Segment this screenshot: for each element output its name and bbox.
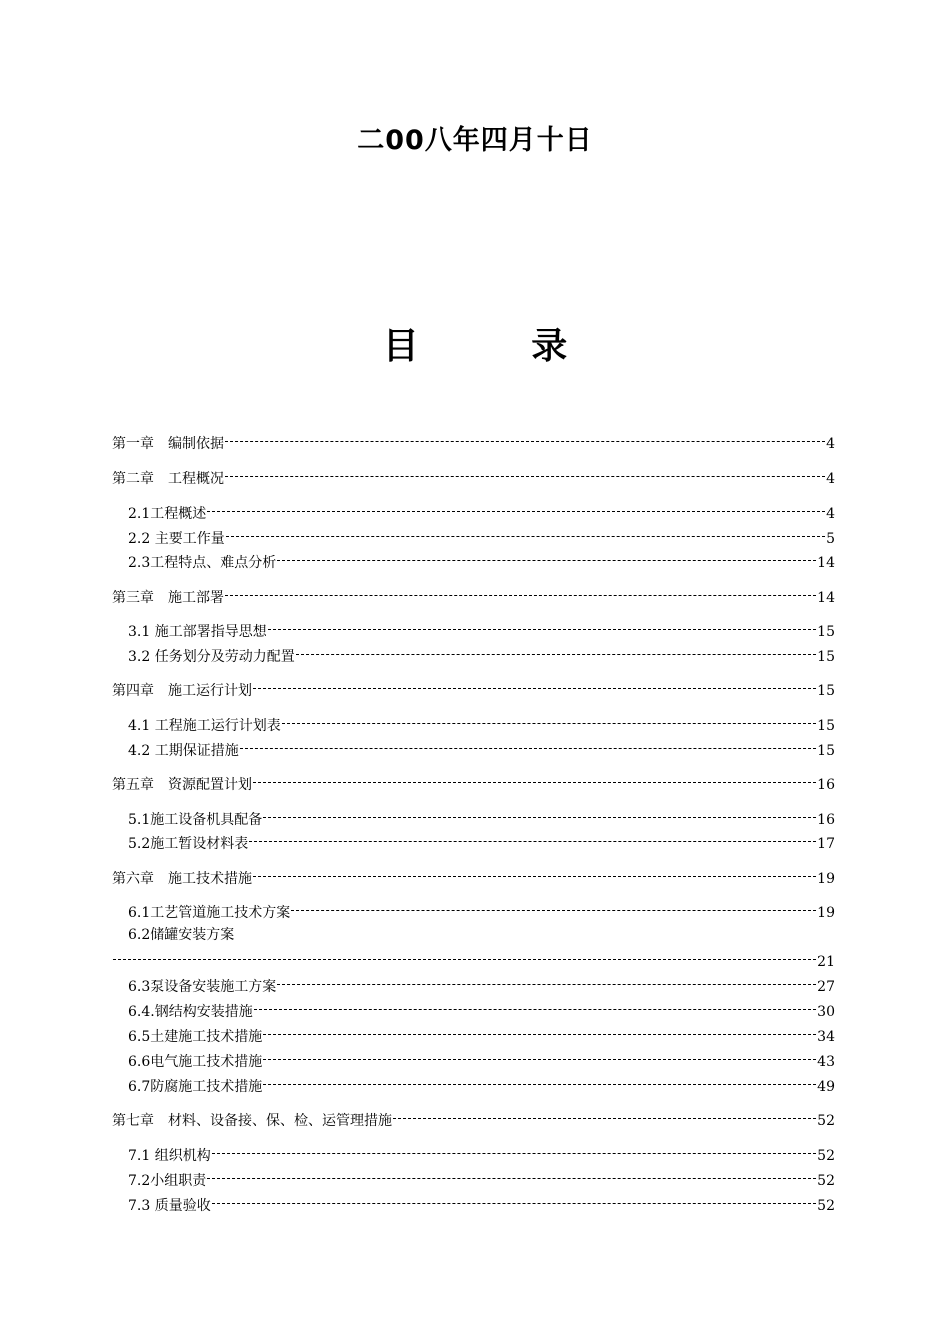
toc-entry-label: 7.1 组织机构	[128, 1148, 211, 1164]
toc-entry-chapter-2[interactable]	[112, 468, 835, 490]
toc-entry-chapter-3[interactable]	[112, 587, 835, 609]
toc-entry-page: 4	[826, 506, 835, 522]
toc-entry-label: 7.3 质量验收	[128, 1198, 211, 1214]
toc-entry-label: 第七章 材料、设备接、保、检、运管理措施	[112, 1113, 392, 1129]
toc-entry-page: 30	[817, 1004, 835, 1020]
toc-entry-label: 第四章 施工运行计划	[112, 683, 252, 699]
toc-entry-3-2[interactable]	[128, 646, 835, 668]
toc-entry-page: 19	[817, 905, 835, 921]
document-date: 二00八年四月十日	[357, 125, 593, 156]
toc-entry-6-2[interactable]	[112, 951, 835, 973]
toc-entry-page: 52	[817, 1113, 835, 1129]
toc-entry-6-1[interactable]	[128, 902, 835, 924]
toc-leader	[254, 1009, 816, 1010]
toc-entry-7-1[interactable]	[128, 1145, 835, 1167]
toc-entry-label: 6.5土建施工技术措施	[128, 1029, 263, 1045]
toc-leader	[277, 560, 816, 561]
toc-entry-label: 第二章 工程概况	[112, 471, 224, 487]
toc-entry-chapter-5[interactable]	[112, 774, 835, 796]
toc-entry-3-1[interactable]	[128, 621, 835, 643]
toc-entry-label: 2.3工程特点、难点分析	[128, 555, 277, 571]
toc-entry-7-2[interactable]	[128, 1170, 835, 1192]
toc-entry-page: 21	[817, 954, 835, 970]
toc-entry-4-2[interactable]	[128, 740, 835, 762]
toc-entry-5-1[interactable]	[128, 809, 835, 831]
toc-entry-page: 49	[817, 1079, 835, 1095]
toc-entry-page: 4	[826, 471, 835, 487]
toc-entry-page: 15	[817, 649, 835, 665]
toc-entry-label: 5.2施工暂设材料表	[128, 836, 249, 852]
toc-entry-page: 16	[817, 777, 835, 793]
toc-leader	[263, 817, 816, 818]
toc-entry-page: 17	[817, 836, 835, 852]
toc-heading-char-1: 目	[382, 326, 419, 367]
toc-entry-chapter-4[interactable]	[112, 680, 835, 702]
toc-entry-6-3[interactable]	[128, 976, 835, 998]
toc-leader	[249, 841, 816, 842]
toc-entry-page: 15	[817, 624, 835, 640]
toc-entry-page: 15	[817, 683, 835, 699]
toc-entry-page: 52	[817, 1173, 835, 1189]
toc-entry-2-1[interactable]	[128, 503, 835, 525]
toc-entry-6-4[interactable]	[128, 1001, 835, 1023]
toc-leader	[212, 1153, 816, 1154]
toc-entry-page: 27	[817, 979, 835, 995]
toc-entry-chapter-1[interactable]	[112, 433, 835, 455]
toc-leader	[113, 959, 816, 960]
toc-leader	[253, 876, 816, 877]
toc-heading-char-2: 录	[531, 326, 568, 367]
toc-leader	[263, 1059, 816, 1060]
toc-leader	[240, 748, 816, 749]
toc-entry-page: 15	[817, 743, 835, 759]
toc-leader	[296, 654, 816, 655]
toc-entry-label: 6.1工艺管道施工技术方案	[128, 905, 291, 921]
toc-entry-label: 5.1施工设备机具配备	[128, 812, 263, 828]
toc-entry-page: 5	[826, 531, 835, 547]
toc-leader	[282, 723, 816, 724]
toc-entry-label: 第六章 施工技术措施	[112, 871, 252, 887]
toc-entry-page: 4	[826, 436, 835, 452]
toc-entry-6-7[interactable]	[128, 1076, 835, 1098]
toc-entry-page: 14	[817, 590, 835, 606]
toc-leader	[263, 1034, 816, 1035]
toc-entry-6-6[interactable]	[128, 1051, 835, 1073]
toc-leader	[207, 511, 825, 512]
toc-entry-page: 34	[817, 1029, 835, 1045]
toc-leader	[225, 595, 816, 596]
toc-entry-7-3[interactable]	[128, 1195, 835, 1217]
toc-entry-label: 第三章 施工部署	[112, 590, 224, 606]
toc-leader	[253, 688, 816, 689]
toc-entry-label: 第一章 编制依据	[112, 436, 224, 452]
toc-leader	[291, 910, 816, 911]
toc-entry-page: 52	[817, 1148, 835, 1164]
toc-entry-label: 第五章 资源配置计划	[112, 777, 252, 793]
toc-entry-page: 43	[817, 1054, 835, 1070]
toc-leader	[225, 476, 825, 477]
toc-entry-label: 6.3泵设备安装施工方案	[128, 979, 277, 995]
toc-leader	[393, 1118, 816, 1119]
toc-heading	[0, 318, 950, 369]
toc-leader	[277, 984, 816, 985]
toc-entry-2-3[interactable]	[128, 552, 835, 574]
toc-leader	[212, 1203, 816, 1204]
toc-leader	[226, 536, 825, 537]
toc-entry-label: 7.2小组职责	[128, 1173, 207, 1189]
toc-entry-page: 15	[817, 718, 835, 734]
toc-entry-page: 14	[817, 555, 835, 571]
toc-entry-page: 52	[817, 1198, 835, 1214]
toc-leader	[253, 782, 816, 783]
toc-entry-4-1[interactable]	[128, 715, 835, 737]
toc-entry-chapter-6[interactable]	[112, 868, 835, 890]
toc-entry-6-5[interactable]	[128, 1026, 835, 1048]
toc-entry-label: 2.1工程概述	[128, 506, 207, 522]
toc-leader	[268, 629, 816, 630]
toc-entry-chapter-7[interactable]	[112, 1110, 835, 1132]
toc-entry-label: 3.1 施工部署指导思想	[128, 624, 267, 640]
toc-entry-label: 4.1 工程施工运行计划表	[128, 718, 281, 734]
toc-entry-label: 6.7防腐施工技术措施	[128, 1079, 263, 1095]
toc-entry-page: 19	[817, 871, 835, 887]
toc-entry-label: 3.2 任务划分及劳动力配置	[128, 649, 295, 665]
toc-entry-label: 6.6电气施工技术措施	[128, 1054, 263, 1070]
toc-leader	[225, 441, 825, 442]
toc-entry-2-2[interactable]	[128, 528, 835, 550]
toc-entry-page: 16	[817, 812, 835, 828]
toc-entry-label: 6.4.钢结构安装措施	[128, 1004, 253, 1020]
toc-entry-5-2[interactable]	[128, 833, 835, 855]
toc-leader	[207, 1178, 816, 1179]
toc-entry-label: 4.2 工期保证措施	[128, 743, 239, 759]
toc-entry-6-2-label[interactable]: 6.2储罐安装方案	[128, 927, 235, 943]
toc-leader	[263, 1084, 816, 1085]
toc-entry-label: 2.2 主要工作量	[128, 531, 225, 547]
